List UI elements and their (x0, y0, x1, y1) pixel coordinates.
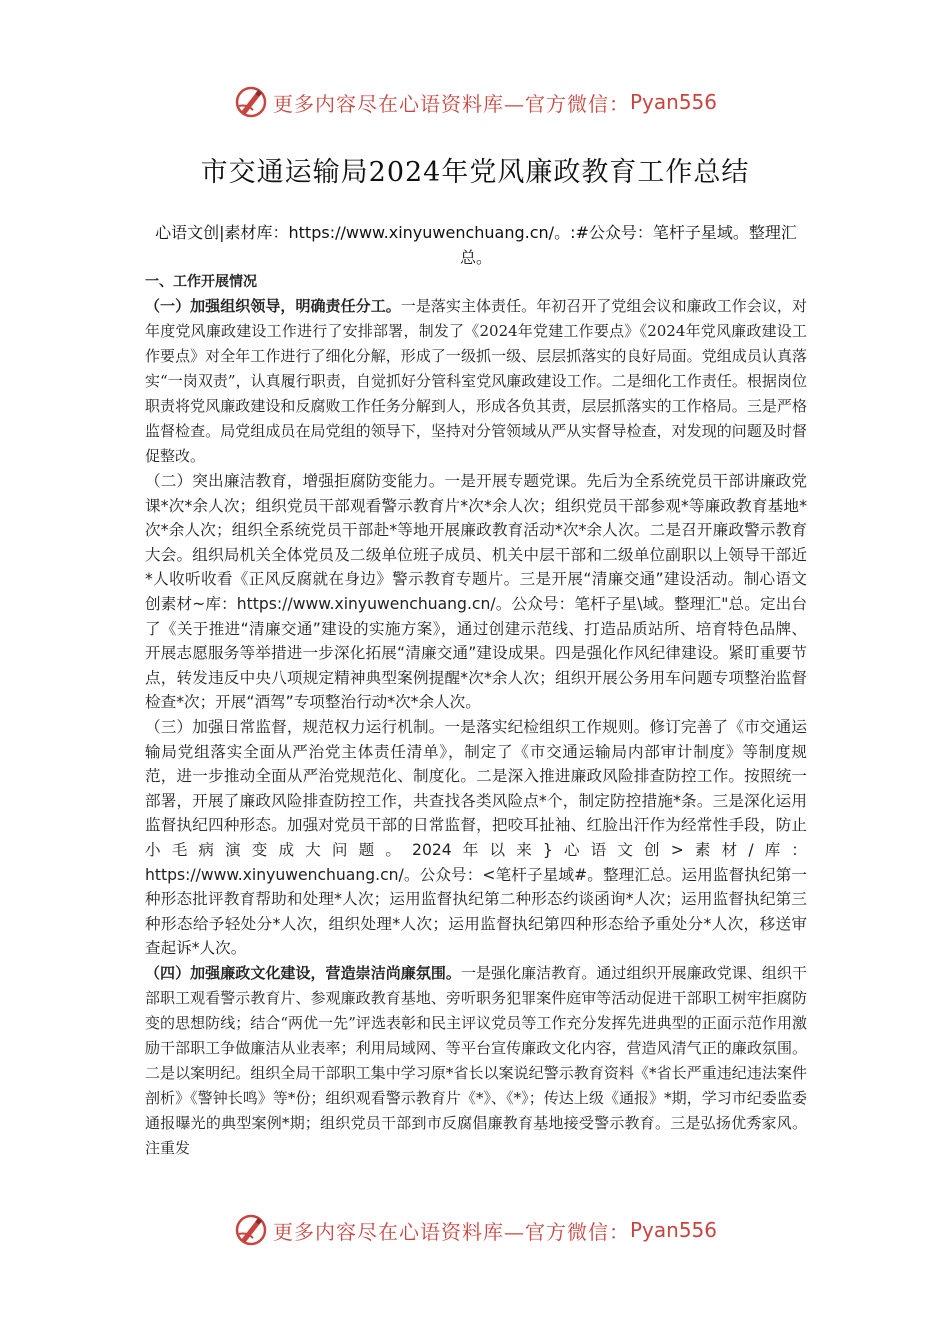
paragraph-3-lead: （三）加强日常监督，规范权力运行机制。 (145, 717, 445, 736)
paragraph-3-text: 一是落实纪检组织工作规则。修订完善了《市交通运输局党组落实全面从严治党主体责任清单》，制定了《市交通运输局内部审计制度》等制度规范，进一步推动全面从严治党规范化、制度化。二是深入推进廉政风险排查防控工作。按照统一部署，开展了廉政风险排查防控工作，共查找各类风险点*个，制定防控措施*条。三是深化运用监督执纪四种形态。加强对党员干部的日常监督，把咬耳扯袖、红脸出汗作为经常性手段，防止小毛病演变成大问题。2024年以来}心语文创>素材/库：https://www.xinyuwenchuang.cn/。公众号：<笔杆子星域#。整理汇总。运用监督执纪第一种形态批评教育帮助和处理*人次；运用监督执纪第二种形态约谈函询*人次；运用监督执纪第三种形态给予轻处分*人次，组织处理*人次；运用监督执纪第四种形态给予重处分*人次，移送审查起诉*人次。 (145, 717, 807, 958)
paragraph-1 (145, 294, 807, 469)
paragraph-2 (145, 469, 807, 715)
paragraph-1-text: 一是落实主体责任。年初召开了党组会议和廉政工作会议，对年度党风廉政建设工作进行了安排部署，制发了《2024年党建工作要点》《2024年党风廉政建设工作要点》对全年工作进行了细化分解，形成了一级抓一级、层层抓落实的良好局面。党组成员认真落实“一岗双责”，认真履行职责，自觉抓好分管科室党风廉政建设工作。二是细化工作责任。根据岗位职责将党风廉政建设和反腐败工作任务分解到人，形成各负其责，层层抓落实的工作格局。三是严格监督检查。局党组成员在局党组的领导下，坚持对分管领域从严从实督导检查，对发现的问题及时督促整改。 (145, 297, 807, 465)
banner-text: 更多内容尽在心语资料库—官方微信： (272, 1219, 630, 1244)
paragraph-4-text: 一是强化廉洁教育。通过组织开展廉政党课、组织干部职工观看警示教育片、参观廉政教育基地、旁听职务犯罪案件庭审等活动促进干部职工树牢拒腐防变的思想防线；结合“两优一先”评选表彰和民主评议党员等工作充分发挥先进典型的正面示范作用激励干部职工争做廉洁从业表率；利用局域网、等平台宣传廉政文化内容，营造风清气正的廉政氛围。二是以案明纪。组织全局干部职工集中学习原*省长以案说纪警示教育资料《*省长严重违纪违法案件剖析》《警钟长鸣》等*份；组织观看警示教育片《*》、《*》；传达上级《通报》*期，学习市纪委监委通报曝光的典型案例*期；组织党员干部到市反腐倡廉教育基地接受警示教育。三是弘扬优秀家风。注重发 (145, 963, 807, 1157)
pen-circle-logo-icon (233, 84, 269, 120)
banner-text: 更多内容尽在心语资料库—官方微信： (272, 91, 630, 116)
source-line: 心语文创|素材库：https://www.xinyuwenchuang.cn/。:#公众号：笔杆子星域。整理汇总。 (155, 223, 797, 267)
document-title: 市交通运输局2024年党风廉政教育工作总结 (200, 157, 750, 188)
footer-banner[interactable] (0, 1210, 950, 1250)
banner-wechat-id: Pyan556 (629, 90, 717, 114)
header-banner[interactable] (0, 82, 950, 122)
banner-wechat-id: Pyan556 (629, 1218, 717, 1242)
paragraph-4 (145, 961, 807, 1161)
paragraph-1-lead: （一）加强组织领导，明确责任分工。 (145, 297, 401, 315)
paragraph-2-lead: （二）突出廉洁教育，增强拒腐防变能力。 (145, 472, 445, 490)
paragraph-2-text: 一是开展专题党课。先后为全系统党员干部讲廉政党课*次*余人次；组织党员干部观看警示教育片*次*余人次；组织党员干部参观*等廉政教育基地*次*余人次；组织全系统党员干部赴*等地开展廉政教育活动*次*余人次。二是召开廉政警示教育大会。组织局机关全体党员及二级单位班子成员、机关中层干部和二级单位副职以上领导干部近*人收听收看《正风反腐就在身边》警示教育专题片。三是开展“清廉交通”建设活动。制心语文创素材~库：https://www.xinyuwenchuang.cn/。公众号：笔杆子星\域。整理汇"总。定出台了《关于推进“清廉交通”建设的实施方案》，通过创建示范线、打造品质站所、培育特色品牌、开展志愿服务等举措进一步深化拓展“清廉交通”建设成果。四是强化作风纪律建设。紧盯重要节点，转发违反中央八项规定精神典型案例提醒*次*余人次；组织开展公务用车问题专项整治监督检查*次；开展“酒驾”专项整治行动*次*余人次。 (145, 472, 807, 712)
paragraph-3 (145, 715, 807, 961)
pen-circle-logo-icon (233, 1212, 269, 1248)
document-body (145, 270, 807, 1161)
section-heading: 一、工作开展情况 (145, 274, 257, 290)
paragraph-4-lead: （四）加强廉政文化建设，营造崇洁尚廉氛围。 (145, 963, 461, 982)
